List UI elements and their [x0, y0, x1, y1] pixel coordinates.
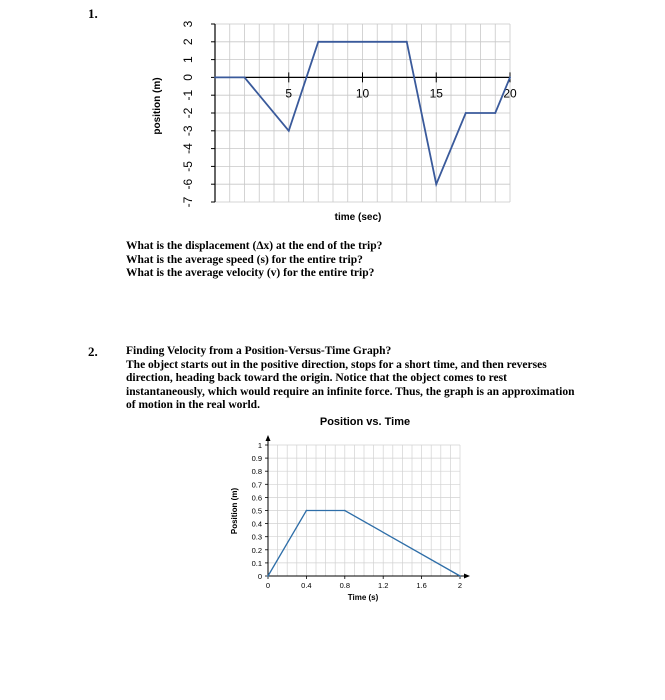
chart2-data-point: [344, 510, 346, 512]
chart2-grid: [268, 445, 460, 576]
problem-2-body: The object starts out in the positive direction, stops for a short time, and then reverses direction, heading back toward the origin. Notice that the object comes to rest instantaneously, which would require an infinite force. Thus, the graph is an approximation of motion in the real world.: [126, 358, 575, 411]
chart1-y-tick-label: -3: [181, 125, 195, 137]
chart2-x-axis-arrow: [464, 574, 470, 579]
chart2-x-tick-label: 0.8: [339, 581, 351, 590]
chart2-y-tick-label: 0.1: [251, 558, 262, 568]
chart2-y-tick-label: 0.3: [251, 532, 262, 542]
chart1-y-tick-label: -1: [181, 89, 195, 101]
chart1-y-tick-label: 2: [181, 38, 195, 46]
chart2-x-tick-label: 0: [265, 581, 271, 590]
chart2-y-tick-label: 1: [257, 441, 262, 450]
chart2-title: Position vs. Time: [319, 416, 411, 428]
problem-2-title: Finding Velocity from a Position-Versus-Time Graph?: [126, 345, 392, 357]
problem-1-number: 1.: [88, 6, 98, 21]
chart1-y-tick-label: -7: [181, 196, 195, 208]
chart2-y-tick-label: 0.4: [251, 519, 262, 529]
chart1-y-tick-label: -2: [181, 107, 195, 119]
problem-2-number: 2.: [88, 344, 98, 359]
chart2-y-tick-label: 0.9: [251, 454, 262, 464]
position-vs-time-chart-2: [220, 414, 490, 604]
chart2-y-tick-label: 0.8: [251, 467, 262, 477]
chart2-data-point: [306, 510, 308, 512]
chart1-x-tick-label: 20: [503, 86, 517, 101]
chart2-x-tick-label: 2: [457, 581, 463, 590]
question-average-speed: What is the average speed (s) for the entire trip?: [126, 253, 363, 266]
chart1-y-tick-label: -5: [181, 161, 195, 172]
chart1-data-point: [214, 77, 216, 79]
chart2-y-tick-label: 0.5: [251, 506, 262, 516]
chart1-data-point: [465, 112, 467, 114]
chart1-y-tick-label: 0: [181, 74, 195, 81]
chart2-y-tick-label: 0: [257, 572, 262, 581]
chart2-ylabel: Position (m): [230, 487, 239, 535]
question-displacement: What is the displacement (Δx) at the end of the trip?: [126, 240, 383, 252]
chart2-xlabel: Time (s): [347, 593, 379, 602]
question-average-velocity: What is the average velocity (v) for the entire trip?: [126, 267, 375, 279]
chart2-x-tick-label: 1.6: [416, 581, 427, 590]
chart2-data-point: [267, 575, 269, 577]
chart2-y-tick-label: 0.6: [251, 493, 262, 503]
problem-1-questions: [126, 240, 546, 281]
chart2-axes: [265, 435, 470, 579]
chart2-y-axis-arrow: [266, 435, 271, 441]
chart1-x-tick-label: 15: [429, 86, 443, 101]
chart2-y-tick-label: 0.7: [251, 480, 262, 490]
chart1-data-point: [435, 183, 437, 185]
chart1-data-point: [317, 41, 319, 43]
chart1-data-point: [406, 41, 408, 43]
chart1-y-tick-label: -6: [181, 178, 195, 190]
problem-2-text: [126, 345, 581, 413]
position-time-chart-1: [140, 14, 520, 229]
chart2-data-point: [459, 575, 461, 577]
chart1-data-point: [244, 77, 246, 79]
chart1-y-tick-label: 1: [181, 56, 195, 63]
chart1-y-tick-label: 3: [181, 20, 195, 28]
chart1-x-tick-label: 5: [285, 86, 293, 101]
chart2-x-tick-label: 1.2: [377, 581, 389, 590]
chart1-data-point: [509, 77, 511, 79]
chart1-data-point: [494, 112, 496, 114]
chart1-x-tick-label: 10: [355, 86, 370, 101]
chart1-data-point: [288, 130, 290, 132]
chart2-y-tick-label: 0.2: [251, 545, 262, 555]
chart1-ylabel: position (m): [152, 77, 163, 135]
chart1-xlabel: time (sec): [334, 212, 382, 223]
chart2-x-tick-label: 0.4: [301, 581, 312, 590]
chart1-y-tick-label: -4: [181, 143, 195, 154]
chart2-tick-labels: [252, 441, 463, 590]
